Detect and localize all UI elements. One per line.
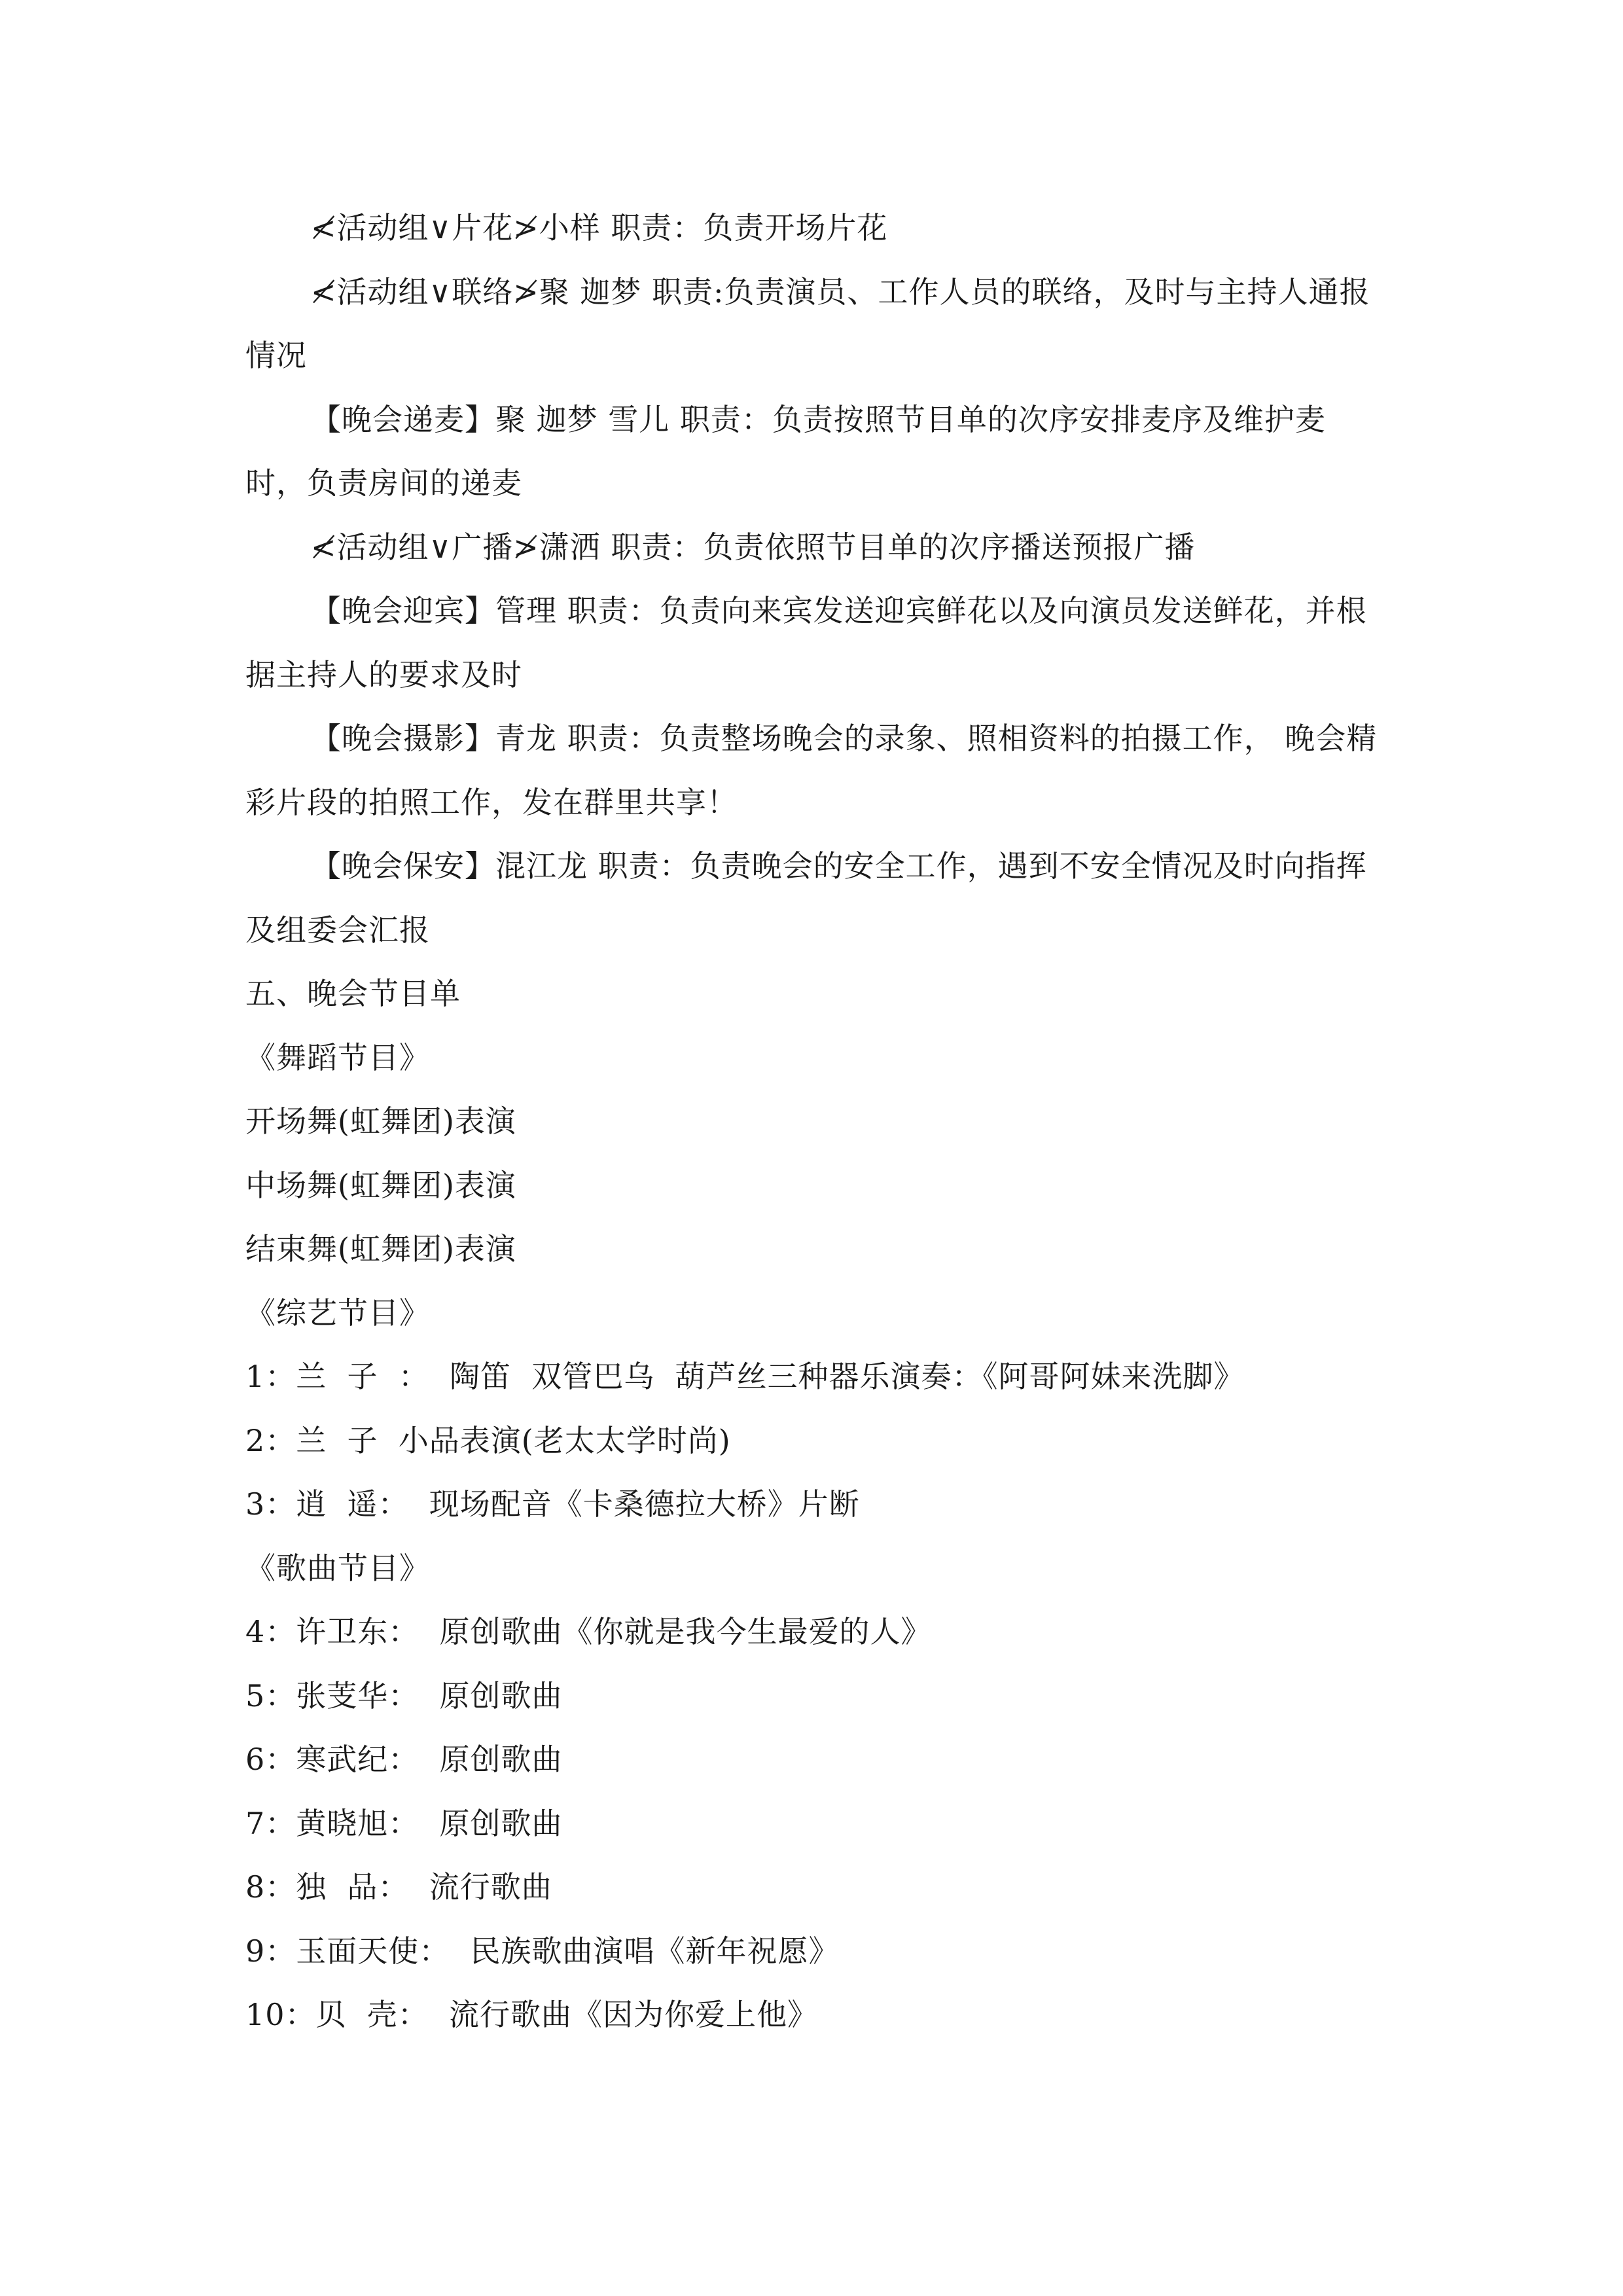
variety-item: 3：逍 遥： 现场配音《卡桑德拉大桥》片断 — [245, 1486, 860, 1522]
duty-paragraph: 【晚会递麦】聚 迦梦 雪儿 职责：负责按照节目单的次序安排麦序及维护麦时，负责房间的递麦 — [245, 401, 1326, 501]
program-heading: 五、晚会节目单 — [245, 976, 461, 1011]
variety-item: 1：兰 子 ： 陶笛 双管巴乌 葫芦丝三种器乐演奏：《阿哥阿妹来洗脚》 — [245, 1359, 1245, 1394]
song-item: 7：黄晓旭： 原创歌曲 — [245, 1805, 563, 1841]
variety-item: 2：兰 子 小品表演(老太太学时尚) — [245, 1422, 731, 1458]
document-body — [245, 196, 1378, 2047]
duty-paragraph: ≮活动组∨广播≯潇洒 职责：负责依照节目单的次序播送预报广播 — [311, 529, 1196, 565]
duty-paragraph: ≮活动组∨联络≯聚 迦梦 职责:负责演员、工作人员的联络，及时与主持人通报情况 — [245, 274, 1370, 373]
song-item: 4：许卫东： 原创歌曲《你就是我今生最爱的人》 — [245, 1614, 932, 1649]
song-section-title: 《歌曲节目》 — [245, 1550, 430, 1586]
duty-paragraph: ≮活动组∨片花≯小样 职责：负责开场片花 — [311, 210, 888, 245]
dance-item: 结束舞(虹舞团)表演 — [245, 1231, 516, 1266]
duty-paragraph: 【晚会摄影】青龙 职责：负责整场晚会的录象、照相资料的拍摄工作， 晚会精彩片段的拍照工作，发在群里共享！ — [245, 721, 1378, 820]
dance-item: 中场舞(虹舞团)表演 — [245, 1167, 516, 1203]
song-item: 8：独 品： 流行歌曲 — [245, 1869, 552, 1905]
duty-paragraph: 【晚会保安】混江龙 职责：负责晚会的安全工作，遇到不安全情况及时向指挥及组委会汇报 — [245, 848, 1367, 948]
dance-section-title: 《舞蹈节目》 — [245, 1039, 430, 1075]
duty-paragraph: 【晚会迎宾】管理 职责：负责向来宾发送迎宾鲜花以及向演员发送鲜花，并根据主持人的要求及时 — [245, 593, 1367, 692]
song-item: 10：贝 壳： 流行歌曲《因为你爱上他》 — [245, 1997, 819, 2032]
song-item: 9：玉面天使： 民族歌曲演唱《新年祝愿》 — [245, 1933, 840, 1969]
variety-section-title: 《综艺节目》 — [245, 1295, 430, 1331]
song-item: 5：张芰华： 原创歌曲 — [245, 1677, 563, 1713]
dance-item: 开场舞(虹舞团)表演 — [245, 1103, 516, 1139]
song-item: 6：寒武纪： 原创歌曲 — [245, 1742, 563, 1777]
